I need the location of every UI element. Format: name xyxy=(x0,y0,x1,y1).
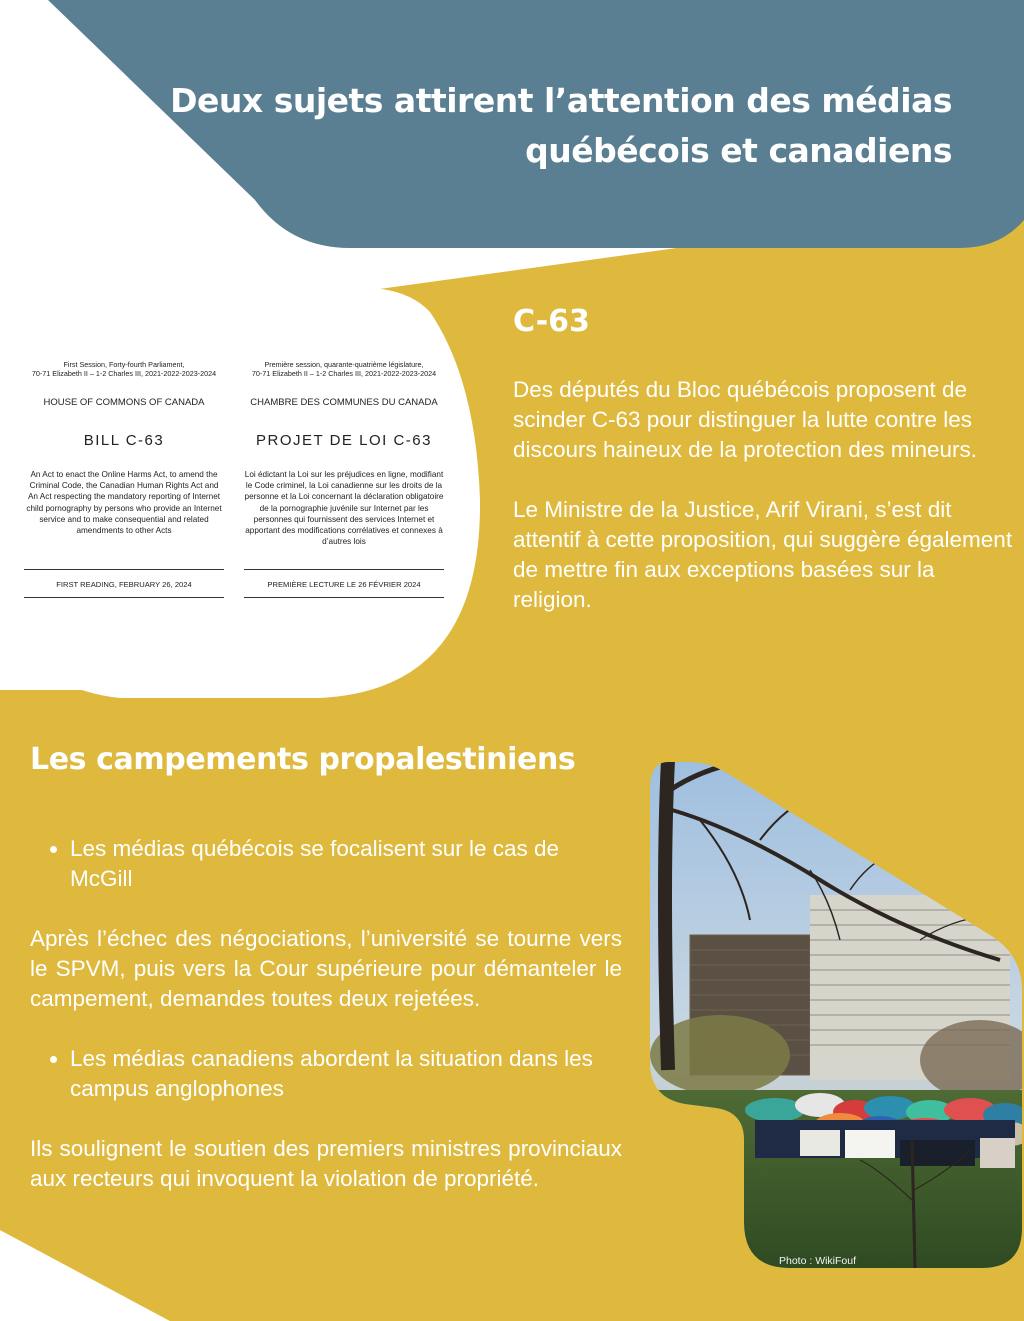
bill-divider xyxy=(24,597,224,598)
bill-session xyxy=(244,360,444,380)
bullet-list xyxy=(30,1044,622,1104)
bill-number: BILL C-63 xyxy=(83,432,165,449)
campements-body xyxy=(30,834,622,1224)
bill-divider xyxy=(244,597,444,598)
bill-reading: PREMIÈRE LECTURE LE 26 FÉVRIER 2024 xyxy=(267,580,421,589)
campements-heading: Les campements propalestiniens xyxy=(30,742,576,777)
c63-body xyxy=(513,375,1013,645)
bill-house: CHAMBRE DES COMMUNES DU CANADA xyxy=(250,397,438,408)
bill-session-line1: First Session, Forty-fourth Parliament, xyxy=(63,360,185,369)
bill-description: An Act to enact the Online Harms Act, to amend the Criminal Code, the Canadian Human Rights Act and An Act respecting the mandatory reporting of Internet child pornography by persons who provide an Internet service and to make consequential and related amendments to other Acts xyxy=(26,470,222,536)
photo-credit: Photo : WikiFouf xyxy=(779,1255,857,1267)
bullet-item: • Les médias canadiens abordent la situation dans les campus anglophones xyxy=(70,1044,622,1104)
bill-session-line1: Première session, quarante-quatrième législature, xyxy=(264,360,424,369)
c63-paragraph: Le Ministre de la Justice, Arif Virani, s’est dit attentif à cette proposition, qui suggère également de mettre fin aux exceptions basées sur la religion. xyxy=(513,497,1013,612)
bill-cover-english xyxy=(24,360,224,598)
campements-paragraph: Après l’échec des négociations, l’université se tourne vers le SPVM, puis vers la Cour supérieure pour démanteler le campement, demandes toutes deux rejetées. xyxy=(30,926,622,1011)
page-title xyxy=(132,76,952,176)
bill-session xyxy=(24,360,224,380)
c63-paragraph: Des députés du Bloc québécois proposent de scinder C-63 pour distinguer la lutte contre les discours haineux de la protection des mineurs. xyxy=(513,377,978,462)
bill-cover-french xyxy=(244,360,444,598)
bill-house: HOUSE OF COMMONS OF CANADA xyxy=(43,397,205,408)
bill-session-line2: 70-71 Elizabeth II – 1-2 Charles III, 2021-2022-2023-2024 xyxy=(251,369,437,378)
title-line-2: québécois et canadiens xyxy=(525,131,952,170)
campements-paragraph: Ils soulignent le soutien des premiers ministres provinciaux aux recteurs qui invoquent la violation de propriété. xyxy=(30,1136,622,1191)
bill-description: Loi édictant la Loi sur les préjudices en ligne, modifiant le Code criminel, la Loi canadienne sur les droits de la personne et la Loi concernant la déclaration obligatoire de la pornographie juvénile sur Internet par les personnes qui fournissent des services Internet et apportant des modifications corrélatives et connexes à d’autres lois xyxy=(244,470,444,547)
bill-reading: FIRST READING, FEBRUARY 26, 2024 xyxy=(56,580,192,589)
title-line-1: Deux sujets attirent l’attention des médias xyxy=(170,81,952,120)
bullet-item: • Les médias québécois se focalisent sur le cas de McGill xyxy=(70,834,622,894)
bill-session-line2: 70-71 Elizabeth II – 1-2 Charles III, 2021-2022-2023-2024 xyxy=(31,369,217,378)
bill-number: PROJET DE LOI C-63 xyxy=(256,432,432,449)
c63-heading: C-63 xyxy=(513,304,590,339)
bullet-list xyxy=(30,834,622,894)
